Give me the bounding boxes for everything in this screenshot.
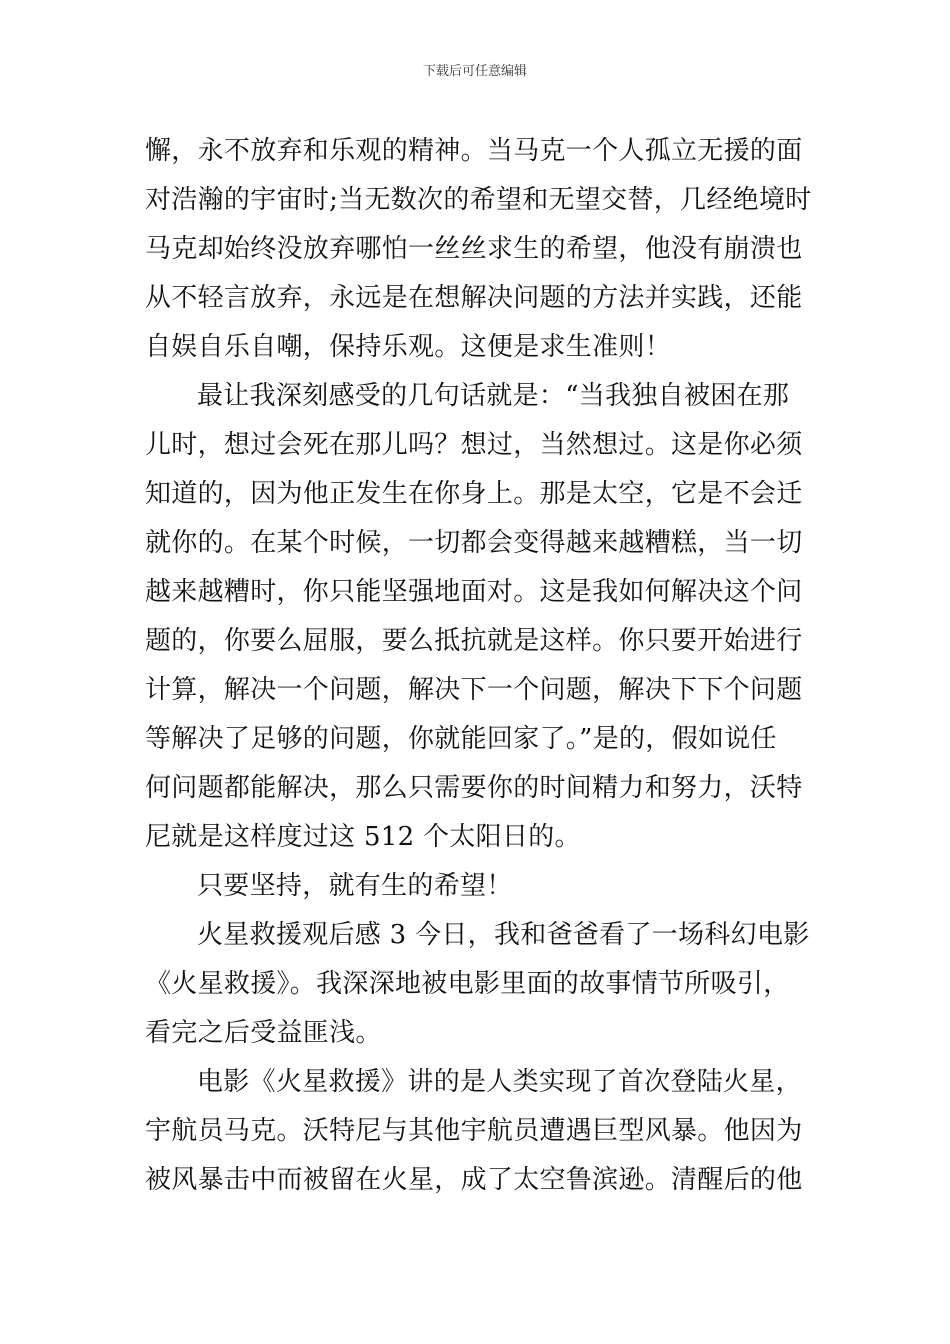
paragraph-first-line: 最让我深刻感受的几句话就是：“当我独自被困在那: [197, 381, 790, 411]
document-body: [145, 127, 810, 1205]
text-line: 看完之后受益匪浅。: [145, 1018, 382, 1048]
text-line: 等解决了足够的问题，你就能回家了。”是的，假如说任: [145, 724, 777, 754]
text-line: 对浩瀚的宇宙时;当无数次的希望和无望交替，几经绝境时: [145, 185, 812, 215]
paragraph-first-line: 电影《火星救援》讲的是人类实现了首次登陆火星，: [197, 1067, 802, 1097]
text-line: 马克却始终没放弃哪怕一丝丝求生的希望，他没有崩溃也: [145, 234, 803, 264]
paragraph-first-line: 只要坚持，就有生的希望！: [197, 871, 513, 901]
text-line: 《火星救援》。我深深地被电影里面的故事情节所吸引，: [145, 969, 790, 999]
text-line: 计算，解决一个问题，解决下一个问题，解决下下个问题: [145, 675, 803, 705]
text-line: 就你的。在某个时候，一切都会变得越来越糟糕，当一切: [145, 528, 803, 558]
text-line: 尼就是这样度过这 512 个太阳日的。: [145, 822, 581, 852]
paragraph-first-line: 火星救援观后感 3 今日，我和爸爸看了一场科幻电影: [197, 920, 810, 950]
page-header: 下载后可任意编辑: [422, 64, 527, 79]
text-line: 从不轻言放弃，永远是在想解决问题的方法并实践，还能: [145, 283, 803, 313]
text-line: 越来越糟时，你只能坚强地面对。这是我如何解决这个问: [145, 577, 803, 607]
text-line: 被风暴击中而被留在火星，成了太空鲁滨逊。清醒后的他: [145, 1165, 803, 1195]
text-line: 自娱自乐自嘲，保持乐观。这便是求生准则！: [145, 332, 672, 362]
text-line: 宇航员马克。沃特尼与其他宇航员遭遇巨型风暴。他因为: [145, 1116, 803, 1146]
text-line: 知道的，因为他正发生在你身上。那是太空，它是不会迁: [145, 479, 803, 509]
text-line: 题的，你要么屈服，要么抵抗就是这样。你只要开始进行: [145, 626, 803, 656]
text-line: 何问题都能解决，那么只需要你的时间精力和努力，沃特: [145, 773, 803, 803]
text-line: 懈，永不放弃和乐观的精神。当马克一个人孤立无援的面: [145, 136, 803, 166]
text-line: 儿时，想过会死在那儿吗？想过，当然想过。这是你必须: [145, 430, 803, 460]
